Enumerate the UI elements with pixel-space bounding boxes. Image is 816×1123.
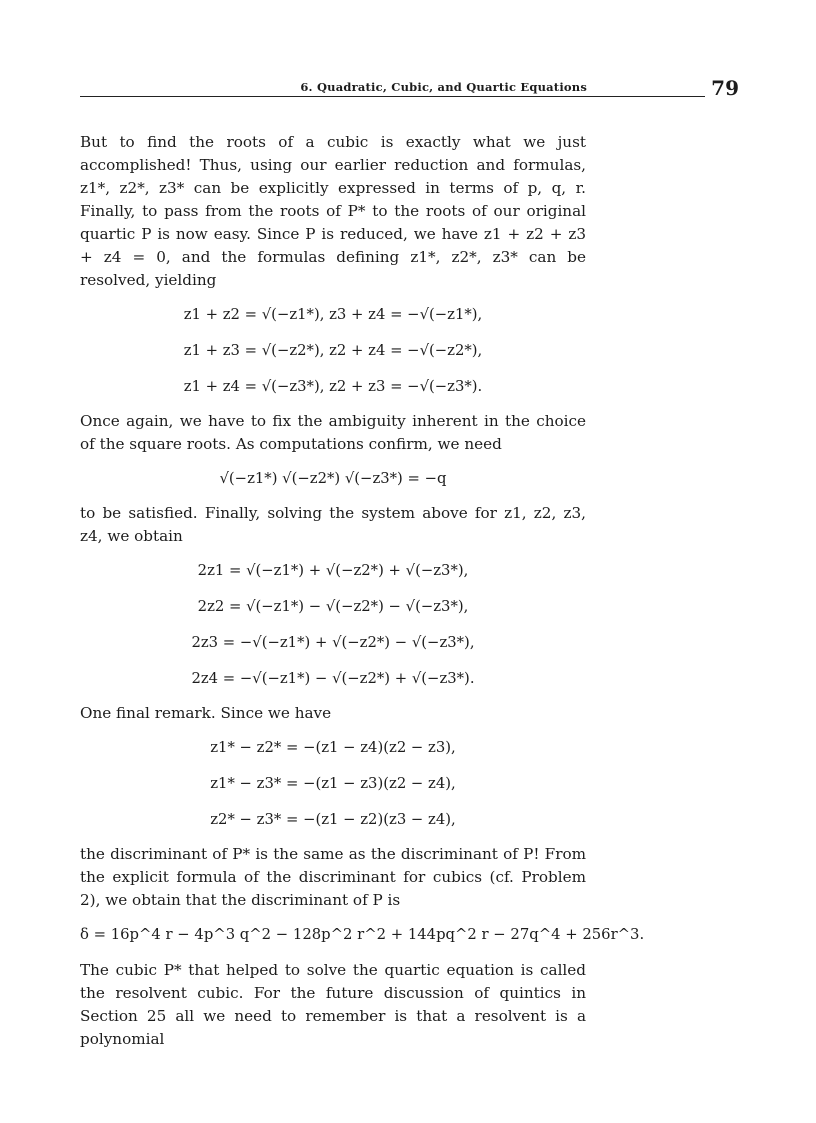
equation-row: 2z2 = √(−z1*) − √(−z2*) − √(−z3*), (197, 598, 469, 615)
page-number: 79 (711, 76, 739, 100)
equation-row: z1 + z4 = √(−z3*), z2 + z3 = −√(−z3*). (183, 378, 483, 395)
equation-row: 2z3 = −√(−z1*) + √(−z2*) − √(−z3*), (191, 634, 475, 651)
equation-row: 2z4 = −√(−z1*) − √(−z2*) + √(−z3*). (191, 670, 475, 687)
equation-row: 2z1 = √(−z1*) + √(−z2*) + √(−z3*), (197, 562, 469, 579)
equation-row: z2* − z3* = −(z1 − z2)(z3 − z4), (210, 811, 456, 828)
paragraph-6: The cubic P* that helped to solve the quartic equation is called the resolvent cubic. For the future discussion of quintics in Section 25 all we need to remember is that a resolvent is a polynomial (80, 961, 586, 1048)
paragraph-1: But to find the roots of a cubic is exactly what we just accomplished! Thus, using our earlier reduction and formulas, z1*, z2*, z3* can be explicitly expressed in terms of p, q, r. Finally, to pass from the roots of P* to the roots of our original quartic P is now easy. Since P is reduced, we have z1 + z2 + z3 + z4 = 0, and the formulas defining z1*, z2*, z3* can be resolved, yielding (80, 133, 586, 289)
page-body (80, 131, 645, 1051)
discriminant-equation-block (80, 917, 645, 953)
paragraph-4: One final remark. Since we have (80, 704, 332, 722)
equation-row: z1 + z3 = √(−z2*), z2 + z4 = −√(−z2*), (183, 342, 483, 359)
sums-equation-block (80, 297, 586, 405)
equation-row: z1* − z2* = −(z1 − z4)(z2 − z3), (210, 739, 456, 756)
equation-row: z1 + z2 = √(−z1*), z3 + z4 = −√(−z1*), (183, 306, 483, 323)
product-equation-block (80, 461, 586, 497)
equation-row: √(−z1*) √(−z2*) √(−z3*) = −q (219, 470, 447, 487)
equation-row: z1* − z3* = −(z1 − z3)(z2 − z4), (210, 775, 456, 792)
paragraph-3: to be satisfied. Finally, solving the system above for z1, z2, z3, z4, we obtain (80, 504, 586, 545)
equation-row: δ = 16p^4 r − 4p^3 q^2 − 128p^2 r^2 + 144pq^2 r − 27q^4 + 256r^3. (80, 926, 645, 943)
solutions-equation-block (80, 553, 586, 697)
paragraph-2: Once again, we have to fix the ambiguity inherent in the choice of the square roots. As computations confirm, we need (80, 412, 586, 453)
paragraph-5: the discriminant of P* is the same as the discriminant of P! From the explicit formula of the discriminant for cubics (cf. Problem 2), we obtain that the discriminant of P is (80, 845, 586, 909)
differences-equation-block (80, 730, 586, 838)
chapter-title: 6. Quadratic, Cubic, and Quartic Equations (300, 80, 587, 94)
running-header (80, 76, 739, 100)
